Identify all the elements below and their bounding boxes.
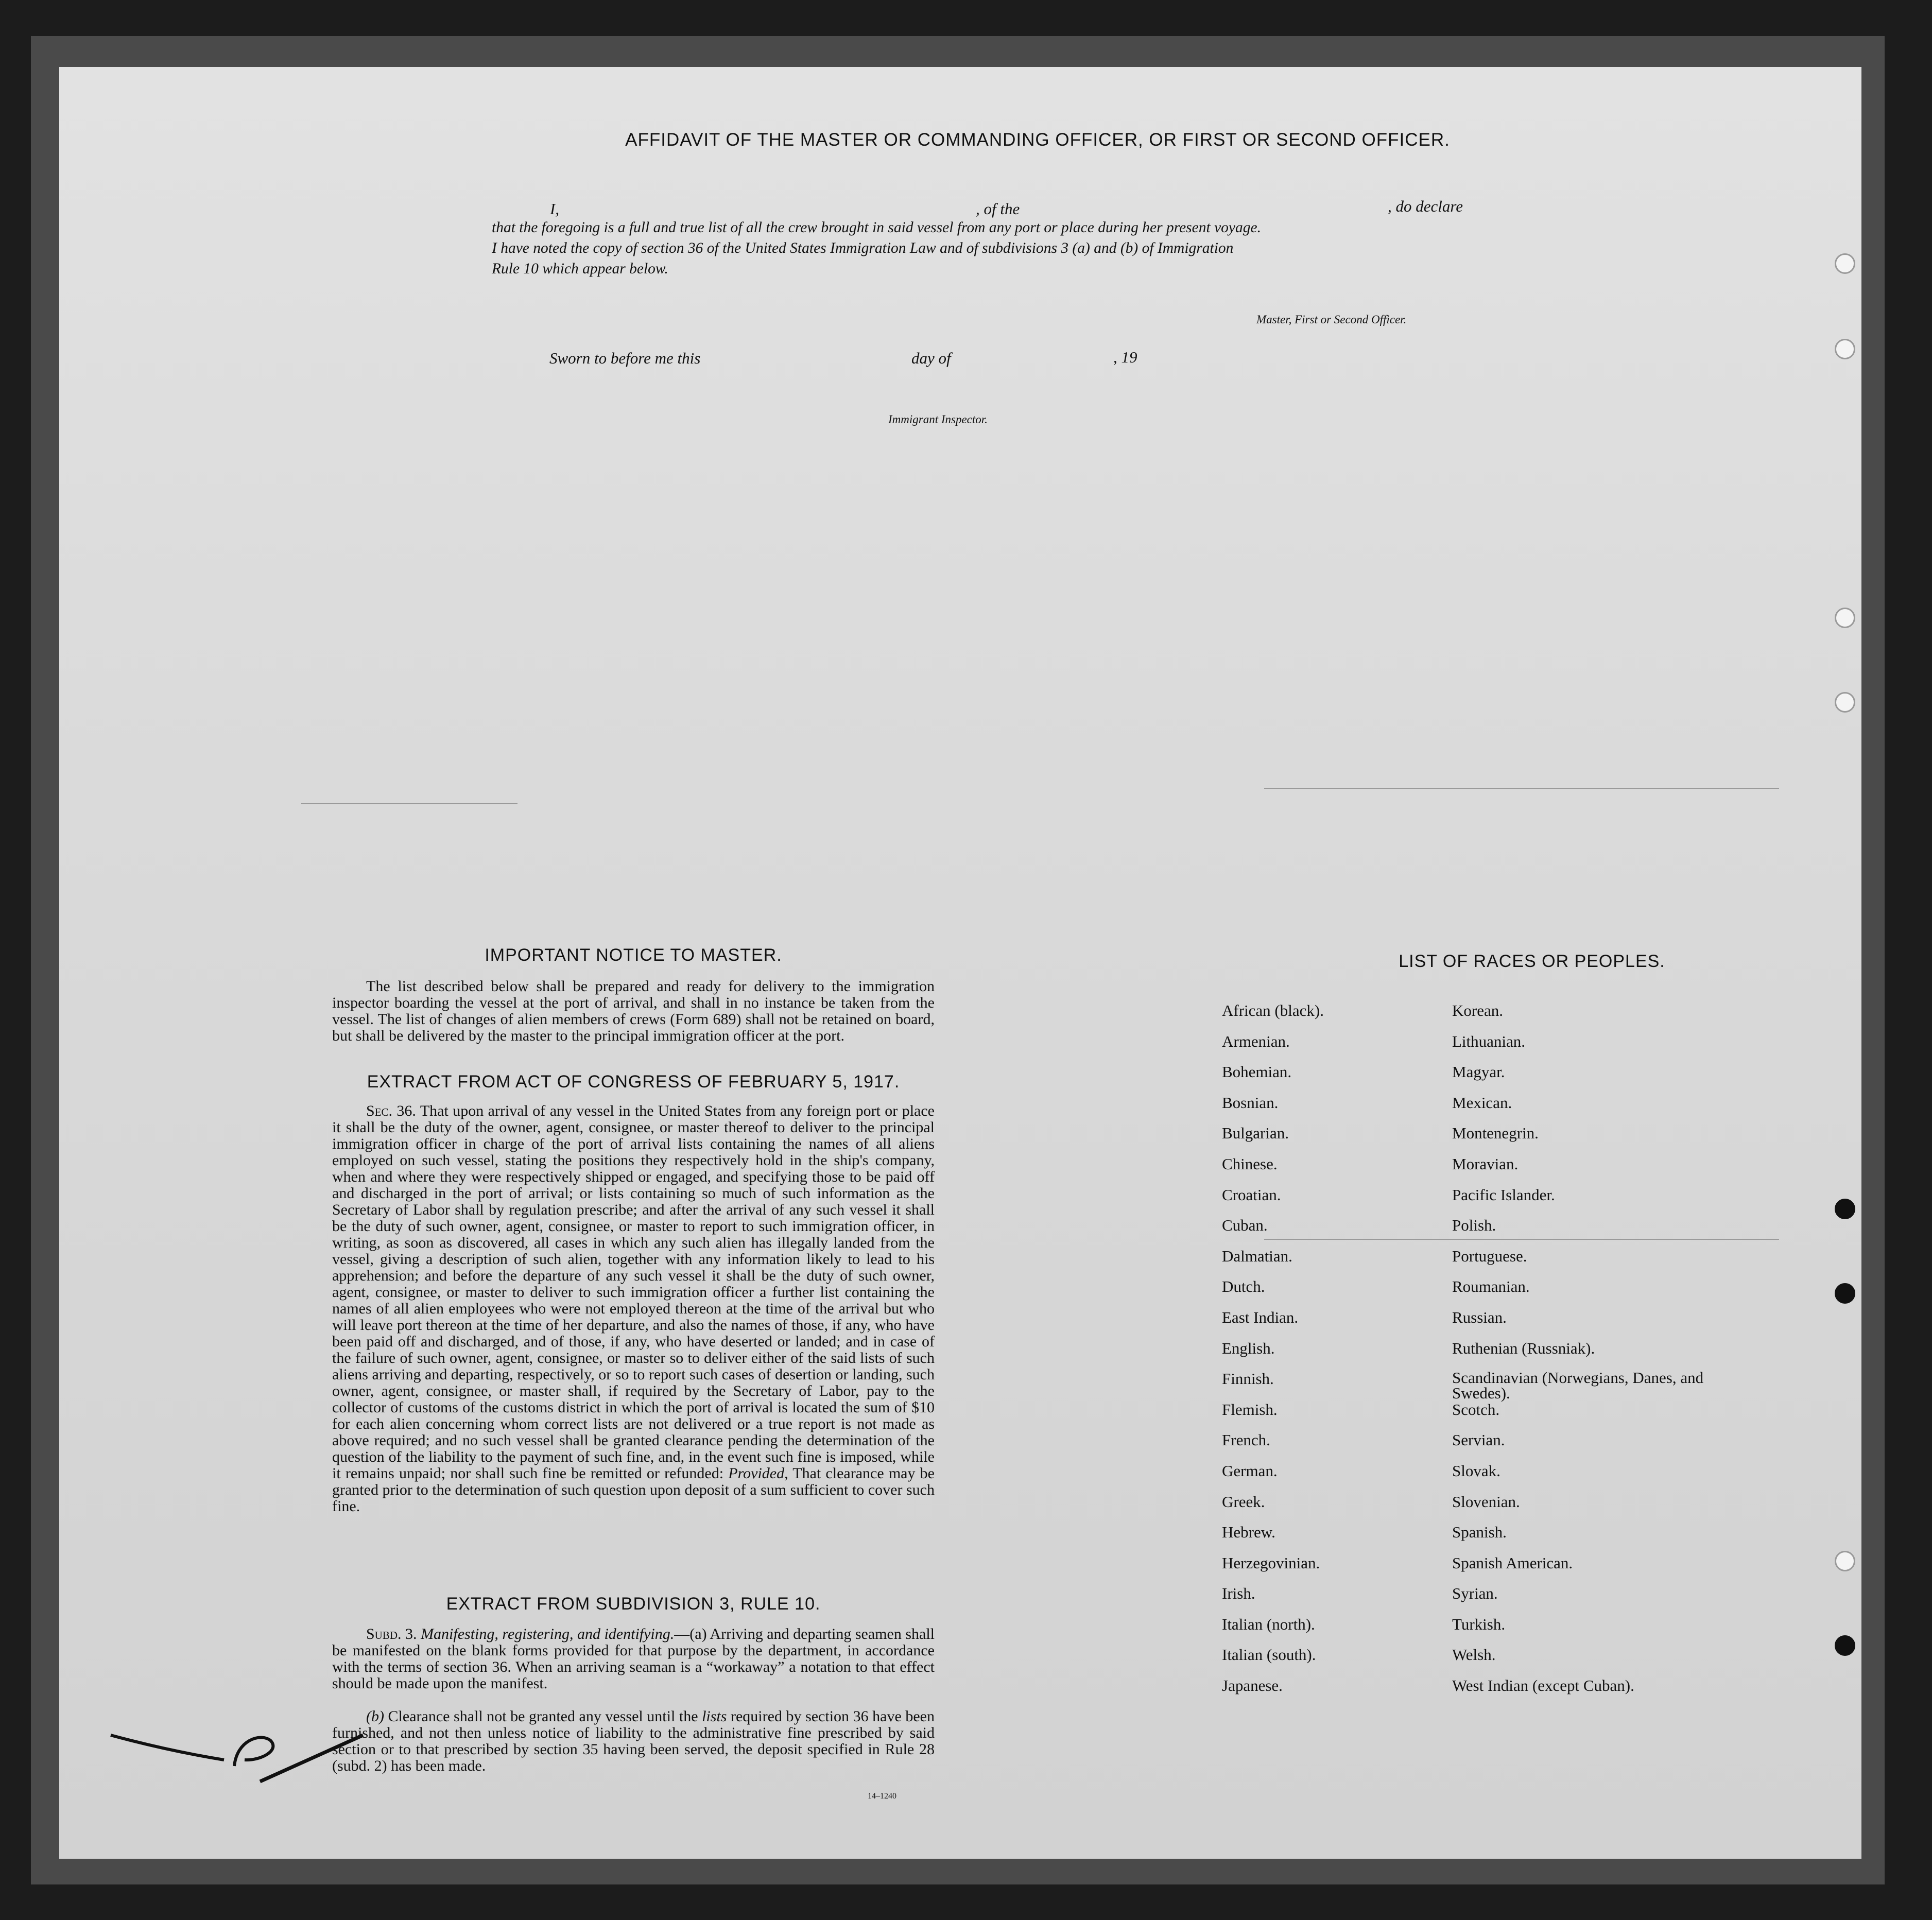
race-item: Bulgarian. (1222, 1124, 1289, 1143)
race-item: Welsh. (1452, 1646, 1496, 1664)
race-item: Syrian. (1452, 1584, 1498, 1603)
para-b-label: (b) (366, 1708, 384, 1725)
provided-term: Provided, (728, 1465, 788, 1482)
document-page (59, 67, 1861, 1859)
punch-hole (1835, 608, 1855, 628)
punch-hole (1835, 1635, 1855, 1656)
affidavit-line-4: Rule 10 which appear below. (492, 261, 668, 277)
race-item: Armenian. (1222, 1032, 1290, 1050)
race-item: Servian. (1452, 1431, 1505, 1449)
day-of-label: day of (911, 349, 951, 367)
race-item: Scandinavian (Norwegians, Danes, and Swedes). (1452, 1369, 1704, 1403)
race-item: Dutch. (1222, 1277, 1265, 1296)
race-item: German. (1222, 1461, 1278, 1480)
race-item: Italian (south). (1222, 1646, 1316, 1664)
race-item: Mexican. (1452, 1093, 1512, 1112)
para-b-start: Clearance shall not be granted any vessel until the (388, 1708, 698, 1725)
punch-hole (1835, 253, 1855, 274)
punch-hole (1835, 339, 1855, 359)
handwritten-mark (106, 1720, 373, 1792)
race-item: Croatian. (1222, 1185, 1281, 1204)
race-item: Flemish. (1222, 1400, 1278, 1419)
affidavit-line-2: that the foregoing is a full and true list of all the crew brought in said vessel from any port or place during her present voyage. (492, 219, 1261, 236)
sec-36-body: That upon arrival of any vessel in the United States from any foreign port or place it shall be the duty of the owner, agent, consignee, or master thereof to deliver to the principal immigration officer in charge of the port of arrival lists containing the names of all aliens employed on such vessel, stating the positions they respectively hold in the ship's company, when and where they were respectively shipped or engaged, and specifying those to be paid off and discharged in the port of arrival; or lists containing so much of such information as the Secretary of Labor shall by regulation prescribe; and after the arrival of any such vessel it shall be the duty of such owner, agent, consignee, or master to report to such immigration officer, in writing, as soon as discovered, all cases in which any such alien has illegally landed from the vessel, giving a description of such alien, together with any information likely to lead to his apprehension; and before the departure of any such vessel it shall be the duty of such owner, agent, consignee, or master to deliver to such immigration officer a further list containing the names of all alien employees who were not employed thereon at the time of the arrival but who will leave port thereon at the time of her departure, and also the names of those, if any, who have been paid off and discharged, and of those, if any, who have deserted or landed; and in case of the failure of such owner, agent, consignee, or master so to deliver either of the said lists of such aliens arriving and departing, respectively, or so to report such cases of desertion or landing, such owner, agent, consignee, or master shall, if required by the Secretary of Labor, pay to the collector of customs of the customs district in which the port of arrival is located the sum of $10 for each alien concerning whom correct lists are not delivered or a true report is not made as above required; and no such vessel shall be granted clearance pending the determination of the question of the liability to the payment of such fine, and, in the event such fine is imposed, while it remains unpaid; nor shall such fine be remitted or refunded: (332, 1102, 935, 1482)
sec-36-end: That clearance may be granted prior to the determination of such question upon deposit of a sum sufficient to cover such fine. (332, 1465, 935, 1515)
affidavit-of-the: , of the (976, 200, 1020, 218)
affidavit-line-3: I have noted the copy of section 36 of the United States Immigration Law and of subdivisions 3 (a) and (b) of Immigration (492, 240, 1234, 256)
race-item: Polish. (1452, 1216, 1496, 1235)
rule-extract-title: EXTRACT FROM SUBDIVISION 3, RULE 10. (446, 1594, 821, 1614)
affidavit-i-label: I, (550, 200, 560, 218)
race-item: African (black). (1222, 1001, 1324, 1019)
race-item: Dalmatian. (1222, 1247, 1292, 1265)
race-item: Finnish. (1222, 1370, 1274, 1388)
race-item: Slovak. (1452, 1461, 1500, 1480)
divider-line (301, 803, 518, 804)
race-item: Korean. (1452, 1001, 1503, 1019)
affidavit-title: AFFIDAVIT OF THE MASTER OR COMMANDING OFFICER, OR FIRST OR SECOND OFFICER. (625, 130, 1450, 150)
act-extract-text (332, 1103, 935, 1515)
races-title: LIST OF RACES OR PEOPLES. (1399, 952, 1665, 971)
race-item: Slovenian. (1452, 1492, 1520, 1511)
notice-title: IMPORTANT NOTICE TO MASTER. (485, 945, 782, 965)
sec-label: Sec. 36. (366, 1102, 416, 1119)
race-item: Herzegovinian. (1222, 1553, 1320, 1572)
rule-extract-para-a (332, 1626, 935, 1692)
race-item: French. (1222, 1431, 1270, 1449)
race-item: Portuguese. (1452, 1247, 1527, 1265)
punch-hole (1835, 1199, 1855, 1219)
race-item: Chinese. (1222, 1154, 1278, 1173)
subd-heading: Manifesting, registering, and identifying. (421, 1625, 675, 1642)
race-item: Roumanian. (1452, 1277, 1530, 1296)
race-item: Japanese. (1222, 1676, 1283, 1695)
subd-label: Subd. 3. (366, 1625, 417, 1642)
form-number: 14–1240 (868, 1792, 896, 1801)
race-item: Moravian. (1452, 1154, 1519, 1173)
notice-text (332, 978, 935, 1044)
race-item: Spanish American. (1452, 1553, 1573, 1572)
notice-body: The list described below shall be prepared and ready for delivery to the immigration inspector boarding the vessel at the port of arrival, and shall in no instance be taken from the vessel. The list of changes of alien members of crews (Form 689) shall not be retained on board, but shall be delivered by the master to the principal immigration officer at the port. (332, 978, 935, 1044)
race-item: Italian (north). (1222, 1615, 1315, 1633)
race-item: Lithuanian. (1452, 1032, 1526, 1050)
race-item: Spanish. (1452, 1523, 1507, 1542)
races-right-column (1452, 1002, 1710, 1708)
punch-hole (1835, 692, 1855, 713)
race-item: Ruthenian (Russniak). (1452, 1339, 1595, 1357)
race-item: West Indian (except Cuban). (1452, 1676, 1634, 1695)
race-item: Russian. (1452, 1308, 1507, 1326)
race-item: Pacific Islander. (1452, 1185, 1555, 1204)
race-item: Turkish. (1452, 1615, 1506, 1633)
para-b-end: required by section 36 have been furnished, and not then unless notice of liability to the administrative fine prescribed by said section or to that prescribed by section 35 having been served, the deposit specified in Rule 28 (subd. 2) has been made. (332, 1708, 935, 1774)
race-item: Cuban. (1222, 1216, 1268, 1235)
year-label: , 19 (1113, 348, 1137, 366)
affidavit-do-declare: , do declare (1388, 197, 1463, 215)
para-b-lists: lists (702, 1708, 727, 1725)
race-item: Bosnian. (1222, 1093, 1279, 1112)
rule-extract-para-b (332, 1708, 935, 1774)
race-item: English. (1222, 1339, 1275, 1357)
race-item: Irish. (1222, 1584, 1255, 1603)
punch-hole (1835, 1283, 1855, 1304)
races-left-column (1222, 1002, 1438, 1708)
race-item: Montenegrin. (1452, 1124, 1539, 1143)
subd-para-a: —(a) Arriving and departing seamen shall be manifested on the blank forms provided for that purpose by the department, in accordance with the terms of section 36. When an arriving seaman is a “workaway” a notation to that effect should be made upon the manifest. (332, 1625, 935, 1692)
race-item: Hebrew. (1222, 1523, 1275, 1542)
race-item: Scotch. (1452, 1400, 1500, 1419)
race-item: Greek. (1222, 1492, 1265, 1511)
inspector-caption: Immigrant Inspector. (888, 413, 988, 426)
race-item: Bohemian. (1222, 1063, 1292, 1081)
signature-caption: Master, First or Second Officer. (1256, 313, 1407, 326)
divider-line (1264, 788, 1779, 789)
race-item: East Indian. (1222, 1308, 1299, 1326)
sworn-label: Sworn to before me this (549, 349, 701, 367)
act-extract-title: EXTRACT FROM ACT OF CONGRESS OF FEBRUARY 5, 1917. (367, 1072, 900, 1092)
punch-hole (1835, 1551, 1855, 1571)
race-item: Magyar. (1452, 1063, 1505, 1081)
